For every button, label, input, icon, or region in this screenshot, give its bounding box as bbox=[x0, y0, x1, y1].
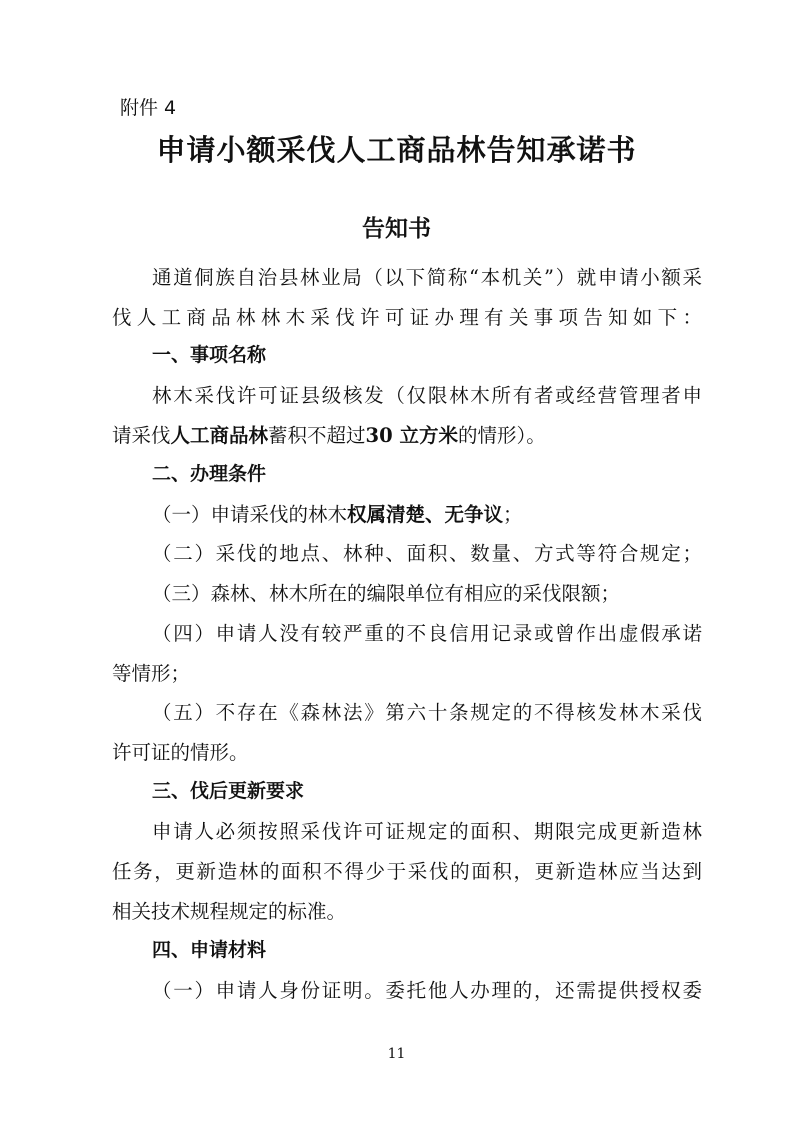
condition-item-3: （三）森林、林木所在的编限单位有相应的采伐限额； bbox=[152, 582, 621, 605]
item-name-bold-volume: 30 立方米 bbox=[365, 424, 458, 447]
condition-1-bold: 权属清楚、无争议 bbox=[347, 503, 504, 526]
item-name-bold-forest-type: 人工商品林 bbox=[170, 424, 269, 447]
renewal-line-1: 申请人必须按照采伐许可证规定的面积、期限完成更新造林 bbox=[152, 820, 702, 843]
condition-item-1 bbox=[152, 499, 702, 527]
item-name-text-c: 蓄积不超过 bbox=[268, 424, 366, 447]
intro-line-1: 通道侗族自治县林业局（以下简称“本机关”）就申请小额采 bbox=[152, 266, 702, 289]
renewal-line-2: 任务，更新造林的面积不得少于采伐的面积，更新造林应当达到 bbox=[112, 860, 702, 883]
intro-line-2: 伐人工商品林林木采伐许可证办理有关事项告知如下： bbox=[112, 306, 702, 329]
condition-item-4-line-1: （四）申请人没有较严重的不良信用记录或曾作出虚假承诺 bbox=[152, 622, 702, 645]
document-subtitle: 告知书 bbox=[362, 215, 431, 242]
section-heading-item-name: 一、事项名称 bbox=[152, 344, 267, 366]
page-number: 11 bbox=[387, 1046, 406, 1062]
condition-1-text-a: （一）申请采伐的林木 bbox=[152, 503, 348, 526]
item-name-text-e: 的情形）。 bbox=[457, 424, 546, 447]
section-heading-renewal: 三、伐后更新要求 bbox=[152, 780, 305, 802]
condition-item-2: （二）采伐的地点、林种、面积、数量、方式等符合规定； bbox=[152, 542, 702, 565]
condition-item-5-line-1: （五）不存在《森林法》第六十条规定的不得核发林木采伐 bbox=[152, 701, 702, 724]
section-heading-conditions: 二、办理条件 bbox=[152, 463, 267, 485]
condition-item-4-line-2: 等情形； bbox=[112, 662, 191, 685]
item-name-line-1: 林木采伐许可证县级核发（仅限林木所有者或经营管理者申 bbox=[152, 384, 702, 407]
condition-item-5-line-2: 许可证的情形。 bbox=[112, 741, 249, 764]
attachment-label: 附件 4 bbox=[120, 97, 177, 119]
item-name-line-2 bbox=[112, 420, 702, 448]
renewal-line-3: 相关技术规程规定的标准。 bbox=[112, 900, 347, 923]
condition-1-text-c: ； bbox=[503, 503, 523, 526]
materials-item-1-line-1: （一）申请人身份证明。委托他人办理的，还需提供授权委 bbox=[152, 979, 702, 1002]
document-title: 申请小额采伐人工商品林告知承诺书 bbox=[156, 133, 637, 167]
item-name-text-a: 请采伐 bbox=[112, 424, 171, 447]
section-heading-materials: 四、申请材料 bbox=[152, 939, 267, 961]
